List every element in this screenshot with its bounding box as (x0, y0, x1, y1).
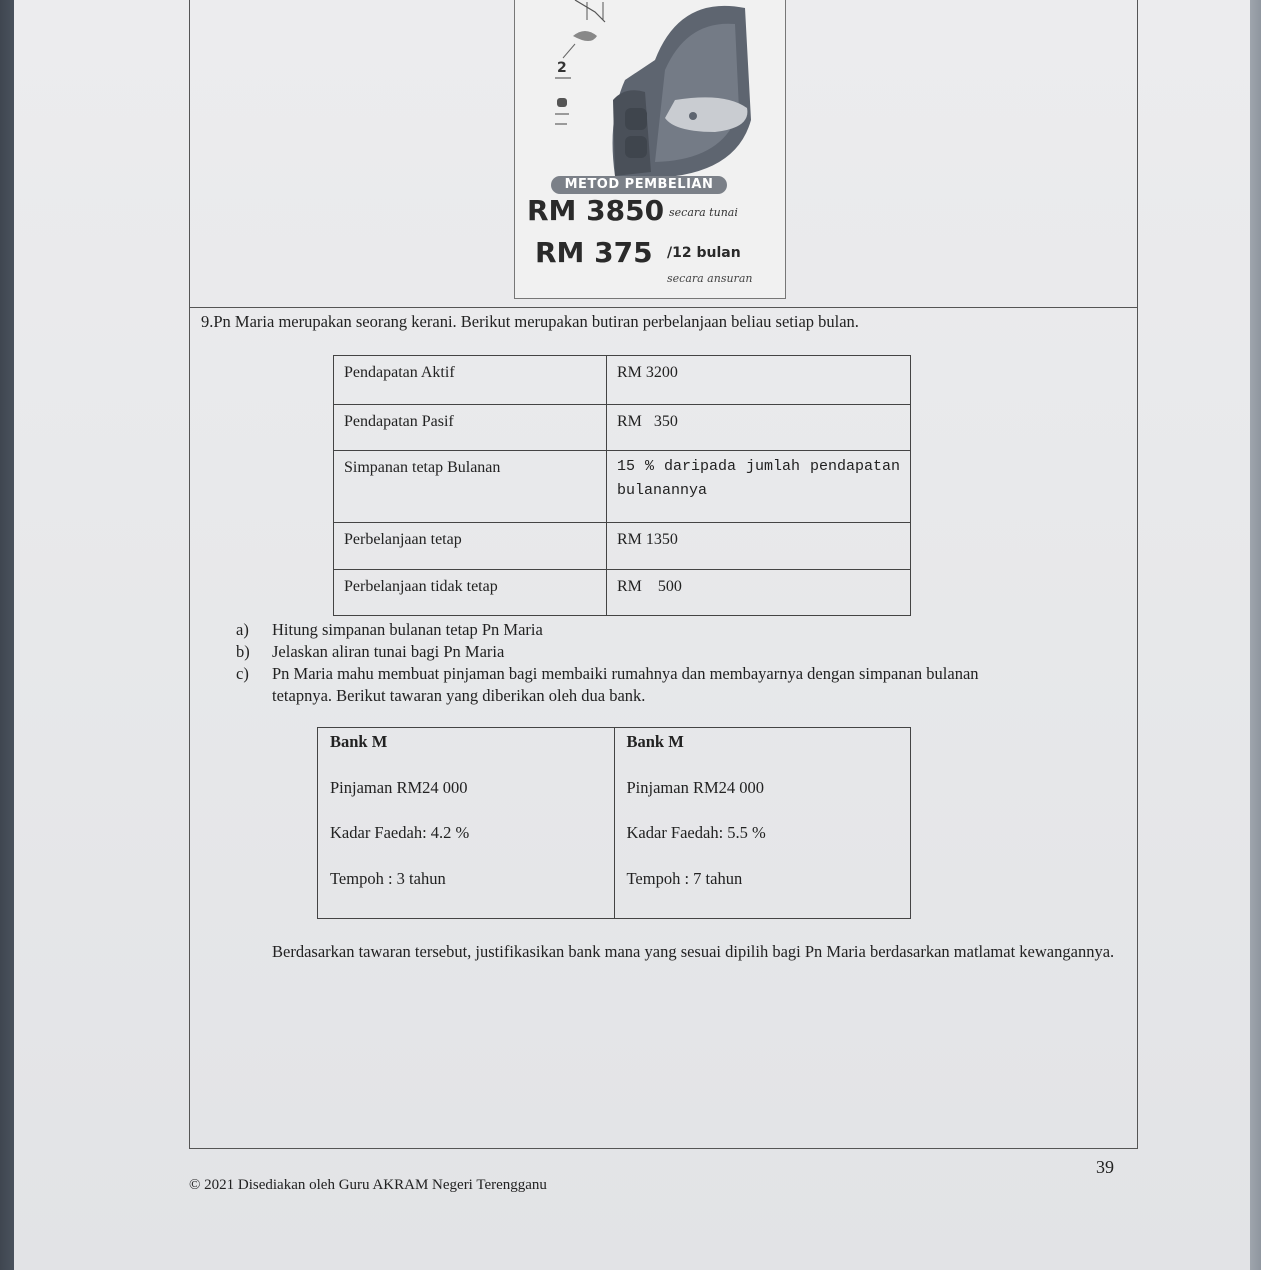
installment-price: RM 375 (535, 236, 653, 269)
copyright-footer: © 2021 Disediakan oleh Guru AKRAM Negeri Terengganu (189, 1177, 547, 1193)
massage-chair-advert (514, 0, 786, 299)
table-row (334, 451, 911, 523)
cash-price: RM 3850 (527, 194, 665, 227)
instruction-text: Berdasarkan tawaran tersebut, justifikasikan bank mana yang sesuai dipilih bagi Pn Maria berdasarkan matlamat kewangannya. (272, 942, 1115, 961)
bank-name: Bank M (330, 732, 388, 751)
row-value: RM 3200 (607, 356, 911, 405)
part-a-label: a) (236, 620, 249, 639)
part-a-text: Hitung simpanan bulanan tetap Pn Maria (272, 620, 543, 639)
part-c-label: c) (236, 664, 249, 683)
page-number: 39 (1096, 1157, 1114, 1177)
installment-note: secara ansuran (667, 272, 753, 285)
ad-digit-label: 2 (557, 60, 567, 76)
row-label: Perbelanjaan tetap (334, 523, 607, 570)
massage-chair-image (515, 0, 785, 185)
row-label: Pendapatan Aktif (334, 356, 607, 405)
part-c-text: Pn Maria mahu membuat pinjaman bagi membaiki rumahnya dan membayarnya dengan simpanan bulanan (272, 664, 979, 683)
bank-term: Tempoh : 3 tahun (330, 868, 446, 888)
cash-price-note: secara tunai (669, 206, 738, 219)
part-b-text: Jelaskan aliran tunai bagi Pn Maria (272, 642, 505, 661)
row-value: RM 500 (607, 570, 911, 616)
expense-table (333, 355, 911, 616)
part-c-continued: tetapnya. Berikut tawaran yang diberikan oleh dua bank. (272, 686, 646, 705)
purchase-method-label: METOD PEMBELIAN (551, 176, 727, 194)
worksheet-page (14, 0, 1250, 1270)
bank-loan: Pinjaman RM24 000 (626, 777, 765, 797)
table-row (334, 523, 911, 570)
bank-rate: Kadar Faedah: 5.5 % (626, 823, 766, 842)
bank-offer-2 (614, 728, 911, 919)
table-row (334, 405, 911, 451)
bank-offers-table (317, 727, 911, 919)
installment-period: /12 bulan (667, 245, 741, 261)
part-b-label: b) (236, 642, 250, 661)
row-value: RM 350 (607, 405, 911, 451)
bank-offer-1 (318, 728, 615, 919)
bank-rate: Kadar Faedah: 4.2 % (330, 823, 470, 842)
table-row (334, 356, 911, 405)
row-label: Pendapatan Pasif (334, 405, 607, 451)
row-label: Simpanan tetap Bulanan (334, 451, 607, 523)
bank-term: Tempoh : 7 tahun (626, 868, 743, 888)
bank-name: Bank M (626, 732, 684, 751)
row-label: Perbelanjaan tidak tetap (334, 570, 607, 616)
table-row (334, 570, 911, 616)
question-title: 9.Pn Maria merupakan seorang kerani. Berikut merupakan butiran perbelanjaan beliau setiap bulan. (201, 312, 859, 331)
row-value: RM 1350 (607, 523, 911, 570)
bank-loan: Pinjaman RM24 000 (330, 777, 468, 797)
row-value: 15 % daripada jumlah pendapatan bulanannya (607, 451, 911, 523)
question-divider (189, 307, 1137, 308)
